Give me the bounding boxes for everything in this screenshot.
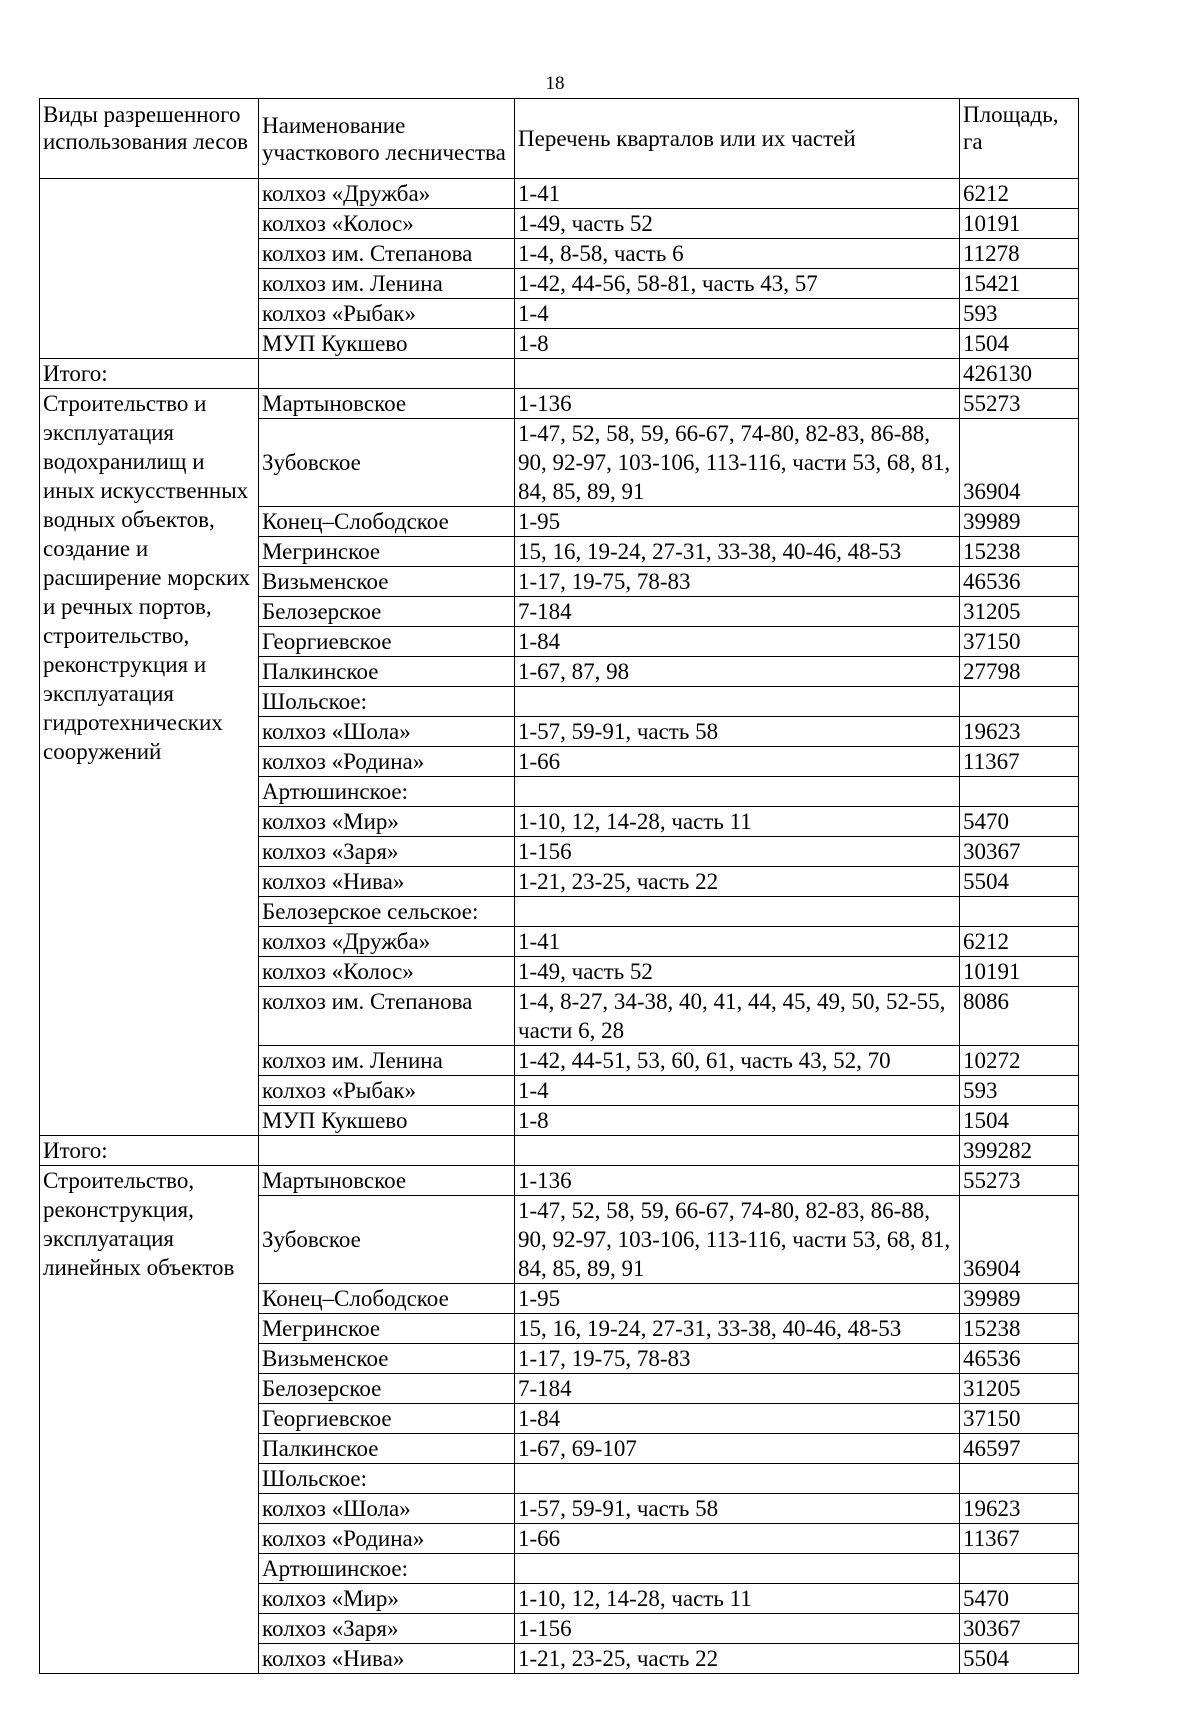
area-cell: 5504 bbox=[960, 1644, 1079, 1674]
area-cell: 1504 bbox=[960, 329, 1079, 359]
area-cell: 10191 bbox=[960, 209, 1079, 239]
area-cell: 15238 bbox=[960, 1314, 1079, 1344]
quarters-cell: 1-49, часть 52 bbox=[515, 209, 960, 239]
area-cell: 15421 bbox=[960, 269, 1079, 299]
header-type: Виды разрешенного использования лесов bbox=[40, 99, 259, 179]
quarters-cell: 1-4 bbox=[515, 1076, 960, 1106]
area-cell: 46536 bbox=[960, 1344, 1079, 1374]
area-cell: 15238 bbox=[960, 537, 1079, 567]
total-empty-name bbox=[259, 1136, 515, 1166]
area-cell: 19623 bbox=[960, 717, 1079, 747]
forestry-name-cell: Шольское: bbox=[259, 1464, 515, 1494]
area-cell: 5470 bbox=[960, 807, 1079, 837]
area-cell: 37150 bbox=[960, 1404, 1079, 1434]
area-cell: 6212 bbox=[960, 927, 1079, 957]
quarters-cell: 1-41 bbox=[515, 927, 960, 957]
area-cell: 5504 bbox=[960, 867, 1079, 897]
header-name: Наименование участкового лесничества bbox=[259, 99, 515, 179]
forestry-name-cell: колхоз «Мир» bbox=[259, 1584, 515, 1614]
quarters-cell: 1-10, 12, 14-28, часть 11 bbox=[515, 807, 960, 837]
forestry-name-cell: Мегринское bbox=[259, 537, 515, 567]
area-cell: 36904 bbox=[960, 419, 1079, 507]
forestry-name-cell: Зубовское bbox=[259, 1196, 515, 1284]
quarters-cell: 1-41 bbox=[515, 179, 960, 209]
total-empty-quarters bbox=[515, 359, 960, 389]
quarters-cell: 1-66 bbox=[515, 1524, 960, 1554]
area-cell: 46597 bbox=[960, 1434, 1079, 1464]
forestry-name-cell: МУП Кукшево bbox=[259, 1106, 515, 1136]
forestry-name-cell: колхоз «Родина» bbox=[259, 1524, 515, 1554]
area-cell: 36904 bbox=[960, 1196, 1079, 1284]
forestry-name-cell: колхоз «Дружба» bbox=[259, 179, 515, 209]
quarters-cell: 1-8 bbox=[515, 1106, 960, 1136]
quarters-cell bbox=[515, 897, 960, 927]
forestry-name-cell: Палкинское bbox=[259, 1434, 515, 1464]
area-cell bbox=[960, 1554, 1079, 1584]
forestry-name-cell: колхоз «Колос» bbox=[259, 957, 515, 987]
forest-use-table bbox=[39, 98, 1079, 1674]
area-cell: 30367 bbox=[960, 1614, 1079, 1644]
quarters-cell: 1-8 bbox=[515, 329, 960, 359]
area-cell: 6212 bbox=[960, 179, 1079, 209]
use-type-cell: Строительство и эксплуатация водохранилищ и иных искусственных водных объектов, создание и расширение морских и речных портов, строительство, реконструкция и эксплуатация гидротехнических сооружений bbox=[40, 389, 259, 1136]
forestry-name-cell: колхоз им. Ленина bbox=[259, 269, 515, 299]
total-label: Итого: bbox=[40, 1136, 259, 1166]
area-cell: 55273 bbox=[960, 1166, 1079, 1196]
area-cell: 27798 bbox=[960, 657, 1079, 687]
total-empty-name bbox=[259, 359, 515, 389]
forestry-name-cell: Шольское: bbox=[259, 687, 515, 717]
forestry-name-cell: Мартыновское bbox=[259, 389, 515, 419]
area-cell: 1504 bbox=[960, 1106, 1079, 1136]
area-cell bbox=[960, 777, 1079, 807]
forestry-name-cell: колхоз «Рыбак» bbox=[259, 1076, 515, 1106]
forestry-name-cell: Белозерское bbox=[259, 1374, 515, 1404]
area-cell: 10272 bbox=[960, 1046, 1079, 1076]
table-row bbox=[40, 179, 1079, 209]
quarters-cell: 1-47, 52, 58, 59, 66-67, 74-80, 82-83, 86-88, 90, 92-97, 103-106, 113-116, части 53, 68, 81, 84, 85, 89, 91 bbox=[515, 1196, 960, 1284]
quarters-cell: 1-4, 8-27, 34-38, 40, 41, 44, 45, 49, 50, 52-55, части 6, 28 bbox=[515, 987, 960, 1046]
total-area: 426130 bbox=[960, 359, 1079, 389]
forestry-name-cell: колхоз «Колос» bbox=[259, 209, 515, 239]
area-cell: 10191 bbox=[960, 957, 1079, 987]
area-cell: 55273 bbox=[960, 389, 1079, 419]
total-label: Итого: bbox=[40, 359, 259, 389]
header-area: Площадь, га bbox=[960, 99, 1079, 179]
forestry-name-cell: Конец–Слободское bbox=[259, 507, 515, 537]
forestry-name-cell: Зубовское bbox=[259, 419, 515, 507]
area-cell bbox=[960, 1464, 1079, 1494]
forestry-name-cell: колхоз «Родина» bbox=[259, 747, 515, 777]
page-number: 18 bbox=[545, 73, 565, 94]
quarters-cell: 1-17, 19-75, 78-83 bbox=[515, 1344, 960, 1374]
area-cell: 593 bbox=[960, 1076, 1079, 1106]
forestry-name-cell: Артюшинское: bbox=[259, 777, 515, 807]
quarters-cell: 7-184 bbox=[515, 597, 960, 627]
quarters-cell: 1-47, 52, 58, 59, 66-67, 74-80, 82-83, 86-88, 90, 92-97, 103-106, 113-116, части 53, 68, 81, 84, 85, 89, 91 bbox=[515, 419, 960, 507]
quarters-cell: 1-67, 69-107 bbox=[515, 1434, 960, 1464]
forestry-name-cell: колхоз «Дружба» bbox=[259, 927, 515, 957]
quarters-cell: 15, 16, 19-24, 27-31, 33-38, 40-46, 48-53 bbox=[515, 537, 960, 567]
area-cell: 39989 bbox=[960, 1284, 1079, 1314]
forestry-name-cell: Артюшинское: bbox=[259, 1554, 515, 1584]
area-cell: 11367 bbox=[960, 1524, 1079, 1554]
forestry-name-cell: колхоз «Рыбак» bbox=[259, 299, 515, 329]
area-cell bbox=[960, 687, 1079, 717]
area-cell: 39989 bbox=[960, 507, 1079, 537]
forestry-name-cell: Мартыновское bbox=[259, 1166, 515, 1196]
quarters-cell: 1-66 bbox=[515, 747, 960, 777]
forestry-name-cell: Георгиевское bbox=[259, 1404, 515, 1434]
use-type-cell bbox=[40, 179, 259, 359]
forestry-name-cell: колхоз «Заря» bbox=[259, 1614, 515, 1644]
quarters-cell: 1-4 bbox=[515, 299, 960, 329]
quarters-cell: 1-156 bbox=[515, 1614, 960, 1644]
area-cell: 30367 bbox=[960, 837, 1079, 867]
quarters-cell: 1-57, 59-91, часть 58 bbox=[515, 1494, 960, 1524]
quarters-cell: 15, 16, 19-24, 27-31, 33-38, 40-46, 48-53 bbox=[515, 1314, 960, 1344]
quarters-cell bbox=[515, 687, 960, 717]
total-row bbox=[40, 1136, 1079, 1166]
forestry-name-cell: колхоз «Заря» bbox=[259, 837, 515, 867]
forestry-name-cell: МУП Кукшево bbox=[259, 329, 515, 359]
forestry-name-cell: Визьменское bbox=[259, 1344, 515, 1374]
area-cell: 5470 bbox=[960, 1584, 1079, 1614]
header-quarters: Перечень кварталов или их частей bbox=[515, 99, 960, 179]
forestry-name-cell: колхоз «Нива» bbox=[259, 1644, 515, 1674]
use-type-cell: Строительство, реконструкция, эксплуатация линейных объектов bbox=[40, 1166, 259, 1674]
forestry-name-cell: Визьменское bbox=[259, 567, 515, 597]
forestry-name-cell: колхоз им. Степанова bbox=[259, 239, 515, 269]
quarters-cell: 1-42, 44-56, 58-81, часть 43, 57 bbox=[515, 269, 960, 299]
forestry-name-cell: Палкинское bbox=[259, 657, 515, 687]
forestry-name-cell: колхоз «Шола» bbox=[259, 1494, 515, 1524]
area-cell: 11278 bbox=[960, 239, 1079, 269]
forestry-name-cell: Конец–Слободское bbox=[259, 1284, 515, 1314]
table-row bbox=[40, 389, 1079, 419]
forestry-name-cell: Георгиевское bbox=[259, 627, 515, 657]
quarters-cell bbox=[515, 1554, 960, 1584]
quarters-cell: 1-4, 8-58, часть 6 bbox=[515, 239, 960, 269]
total-area: 399282 bbox=[960, 1136, 1079, 1166]
quarters-cell: 7-184 bbox=[515, 1374, 960, 1404]
forestry-name-cell: колхоз «Мир» bbox=[259, 807, 515, 837]
quarters-cell: 1-95 bbox=[515, 507, 960, 537]
area-cell: 19623 bbox=[960, 1494, 1079, 1524]
area-cell: 46536 bbox=[960, 567, 1079, 597]
quarters-cell: 1-84 bbox=[515, 1404, 960, 1434]
forestry-name-cell: Мегринское bbox=[259, 1314, 515, 1344]
quarters-cell: 1-57, 59-91, часть 58 bbox=[515, 717, 960, 747]
forestry-name-cell: колхоз «Нива» bbox=[259, 867, 515, 897]
quarters-cell: 1-42, 44-51, 53, 60, 61, часть 43, 52, 70 bbox=[515, 1046, 960, 1076]
quarters-cell bbox=[515, 777, 960, 807]
quarters-cell bbox=[515, 1464, 960, 1494]
quarters-cell: 1-136 bbox=[515, 1166, 960, 1196]
area-cell: 8086 bbox=[960, 987, 1079, 1046]
quarters-cell: 1-156 bbox=[515, 837, 960, 867]
quarters-cell: 1-67, 87, 98 bbox=[515, 657, 960, 687]
forestry-name-cell: колхоз им. Ленина bbox=[259, 1046, 515, 1076]
table-row bbox=[40, 1166, 1079, 1196]
total-empty-quarters bbox=[515, 1136, 960, 1166]
total-row bbox=[40, 359, 1079, 389]
area-cell: 37150 bbox=[960, 627, 1079, 657]
forestry-name-cell: Белозерское bbox=[259, 597, 515, 627]
quarters-cell: 1-84 bbox=[515, 627, 960, 657]
area-cell: 31205 bbox=[960, 597, 1079, 627]
table-header-row bbox=[40, 99, 1079, 179]
quarters-cell: 1-21, 23-25, часть 22 bbox=[515, 867, 960, 897]
quarters-cell: 1-17, 19-75, 78-83 bbox=[515, 567, 960, 597]
table-body bbox=[40, 99, 1079, 1674]
forestry-name-cell: колхоз «Шола» bbox=[259, 717, 515, 747]
area-cell bbox=[960, 897, 1079, 927]
quarters-cell: 1-10, 12, 14-28, часть 11 bbox=[515, 1584, 960, 1614]
quarters-cell: 1-49, часть 52 bbox=[515, 957, 960, 987]
area-cell: 31205 bbox=[960, 1374, 1079, 1404]
quarters-cell: 1-95 bbox=[515, 1284, 960, 1314]
quarters-cell: 1-136 bbox=[515, 389, 960, 419]
forestry-name-cell: колхоз им. Степанова bbox=[259, 987, 515, 1046]
forestry-name-cell: Белозерское сельское: bbox=[259, 897, 515, 927]
area-cell: 593 bbox=[960, 299, 1079, 329]
area-cell: 11367 bbox=[960, 747, 1079, 777]
quarters-cell: 1-21, 23-25, часть 22 bbox=[515, 1644, 960, 1674]
